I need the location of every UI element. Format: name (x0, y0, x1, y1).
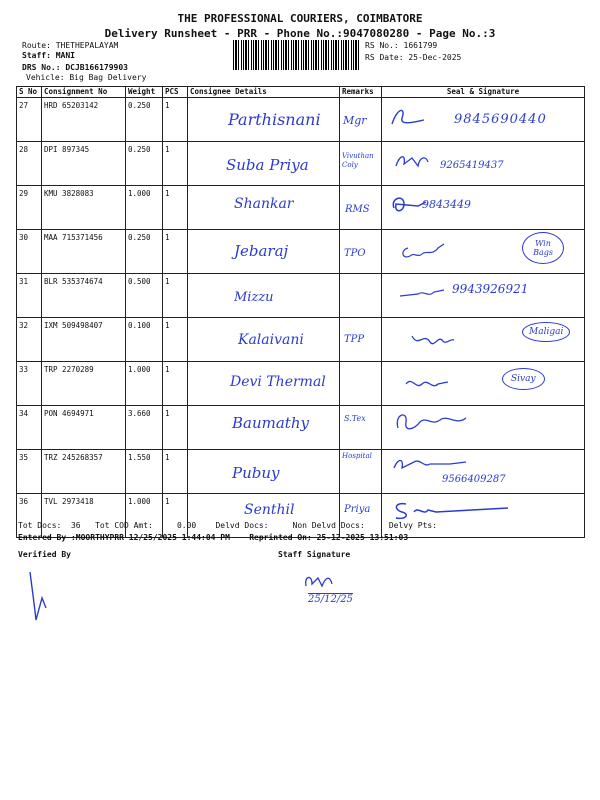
remarks-handwriting: Vivuthan Coly (342, 152, 374, 169)
verified-by-label: Verified By (18, 550, 71, 559)
consignee-handwriting: Shankar (234, 196, 294, 212)
signature-scribble (408, 328, 458, 350)
cell-weight: 3.660 (126, 406, 163, 450)
totals-line (18, 520, 437, 531)
table-row (17, 406, 585, 450)
cell-pcs: 1 (163, 450, 188, 494)
cell-pcs: 1 (163, 406, 188, 450)
consignee-handwriting: Suba Priya (226, 156, 309, 174)
cell-pcs: 1 (163, 274, 188, 318)
cell-pcs: 1 (163, 494, 188, 538)
col-seal-signature: Seal & Signature (382, 87, 585, 98)
signature-scribble (392, 150, 432, 172)
col-consignee: Consignee Details (188, 87, 340, 98)
cell-signature (382, 362, 585, 406)
cell-remarks (340, 450, 382, 494)
cell-pcs: 1 (163, 362, 188, 406)
cell-weight: 1.000 (126, 186, 163, 230)
col-pcs: PCS (163, 87, 188, 98)
drs-label: DRS No.: DCJB166179903 (22, 63, 128, 72)
cell-sno: 32 (17, 318, 42, 362)
cell-remarks (340, 362, 382, 406)
cell-sno: 36 (17, 494, 42, 538)
cell-consignee (188, 450, 340, 494)
rs-date: RS Date: 25-Dec-2025 (365, 53, 462, 62)
table-row (17, 186, 585, 230)
cell-consignee (188, 186, 340, 230)
signature-scribble (390, 454, 470, 474)
runsheet-table (16, 86, 585, 538)
runsheet-subtitle: Delivery Runsheet - PRR - Phone No.:9047080280 - Page No.:3 (104, 27, 496, 40)
cell-remarks (340, 186, 382, 230)
consignee-handwriting: Baumathy (232, 414, 309, 432)
table-row (17, 450, 585, 494)
signature-scribble (388, 104, 428, 130)
barcode (233, 40, 359, 70)
cell-weight: 0.250 (126, 142, 163, 186)
cell-sno: 29 (17, 186, 42, 230)
cell-pcs: 1 (163, 186, 188, 230)
signature-phone: 9843449 (422, 198, 471, 211)
cell-consignee (188, 98, 340, 142)
cell-consignment: KMU 3828083 (42, 186, 126, 230)
col-consignment: Consignment No (42, 87, 126, 98)
consignee-handwriting: Senthil (244, 502, 295, 518)
remarks-handwriting: TPO (344, 248, 366, 259)
consignee-handwriting: Jebaraj (234, 242, 289, 260)
cell-pcs: 1 (163, 98, 188, 142)
cell-remarks (340, 98, 382, 142)
cell-remarks (340, 142, 382, 186)
col-remarks: Remarks (340, 87, 382, 98)
col-sno: S No (17, 87, 42, 98)
cell-consignment: PON 4694971 (42, 406, 126, 450)
table-row (17, 230, 585, 274)
signature-phone: 9566409287 (442, 474, 506, 485)
signature-scribble (392, 498, 512, 522)
signature-scribble (398, 238, 448, 262)
cell-consignee (188, 142, 340, 186)
cell-pcs: 1 (163, 230, 188, 274)
staff-signature-label: Staff Signature (278, 550, 351, 559)
cell-consignment: TVL 2973418 (42, 494, 126, 538)
table-row (17, 142, 585, 186)
cell-remarks (340, 230, 382, 274)
cell-sno: 33 (17, 362, 42, 406)
cell-consignee (188, 362, 340, 406)
signature-note: Maligai (522, 322, 570, 342)
signature-note: Win Bags (522, 232, 564, 264)
cell-weight: 0.250 (126, 230, 163, 274)
signature-phone: 9845690440 (454, 112, 547, 127)
consignee-handwriting: Parthisnani (228, 110, 321, 129)
cell-weight: 0.250 (126, 98, 163, 142)
entered-text: Entered By :MOORTHYPRR 12/25/2025 1:44:04 PM Reprinted On: 25-12-2025 13:51:03 (18, 533, 409, 542)
cell-consignment: TRP 2270289 (42, 362, 126, 406)
col-weight: Weight (126, 87, 163, 98)
cell-remarks (340, 406, 382, 450)
signature-scribble (402, 374, 452, 394)
cell-consignee (188, 318, 340, 362)
cell-consignment: HRD 65203142 (42, 98, 126, 142)
cell-remarks (340, 318, 382, 362)
cell-sno: 35 (17, 450, 42, 494)
vehicle-label: Vehicle: Big Bag Delivery (26, 73, 147, 82)
remarks-handwriting: S.Tex (344, 414, 366, 423)
cell-consignment: TRZ 245268357 (42, 450, 126, 494)
entered-line (18, 532, 408, 543)
signature-phone: 9943926921 (452, 282, 529, 296)
cell-signature (382, 318, 585, 362)
table-row (17, 274, 585, 318)
consignee-handwriting: Devi Thermal (230, 374, 326, 390)
cell-sno: 31 (17, 274, 42, 318)
cell-signature (382, 450, 585, 494)
cell-weight: 0.500 (126, 274, 163, 318)
cell-consignee (188, 406, 340, 450)
verified-signature (22, 568, 56, 624)
staff-label: Staff: MANI (22, 51, 75, 60)
cell-weight: 0.100 (126, 318, 163, 362)
remarks-handwriting: Hospital (342, 452, 372, 460)
cell-signature (382, 142, 585, 186)
cell-sno: 27 (17, 98, 42, 142)
cell-signature (382, 230, 585, 274)
remarks-handwriting: Mgr (343, 114, 367, 127)
cell-sno: 30 (17, 230, 42, 274)
remarks-handwriting: RMS (345, 204, 370, 215)
cell-pcs: 1 (163, 318, 188, 362)
route-label: Route: THETHEPALAYAM (22, 41, 119, 50)
signature-phone: 9265419437 (440, 160, 504, 171)
table-row (17, 362, 585, 406)
cell-consignment: BLR 535374674 (42, 274, 126, 318)
cell-weight: 1.000 (126, 494, 163, 538)
totals-text: Tot Docs: 36 Tot COD Amt: 0.00 Delvd Docs: Non Delvd Docs: Delvy Pts: (18, 521, 438, 530)
cell-weight: 1.000 (126, 362, 163, 406)
cell-weight: 1.550 (126, 450, 163, 494)
cell-sno: 34 (17, 406, 42, 450)
cell-consignment: DPI 897345 (42, 142, 126, 186)
cell-signature (382, 98, 585, 142)
signature-note: Sivay (502, 368, 545, 390)
table-row (17, 98, 585, 142)
cell-signature (382, 406, 585, 450)
cell-remarks (340, 274, 382, 318)
cell-consignee (188, 274, 340, 318)
cell-signature (382, 186, 585, 230)
table-header-row (17, 87, 585, 98)
signature-scribble (392, 408, 472, 438)
consignee-handwriting: Pubuy (232, 464, 280, 482)
cell-consignment: IXM 509498407 (42, 318, 126, 362)
table-row (17, 318, 585, 362)
remarks-handwriting: TPP (344, 334, 365, 345)
company-title: THE PROFESSIONAL COURIERS, COIMBATORE (177, 12, 423, 25)
cell-signature (382, 274, 585, 318)
cell-consignee (188, 230, 340, 274)
cell-pcs: 1 (163, 142, 188, 186)
remarks-handwriting: Priya (344, 504, 371, 515)
staff-signature-date: 25/12/25 (308, 594, 353, 605)
rs-number: RS No.: 1661799 (365, 41, 438, 50)
consignee-handwriting: Kalaivani (238, 332, 304, 348)
cell-sno: 28 (17, 142, 42, 186)
staff-signature-scribble (300, 572, 360, 592)
signature-scribble (398, 286, 448, 302)
consignee-handwriting: Mizzu (234, 290, 274, 305)
cell-consignment: MAA 715371456 (42, 230, 126, 274)
